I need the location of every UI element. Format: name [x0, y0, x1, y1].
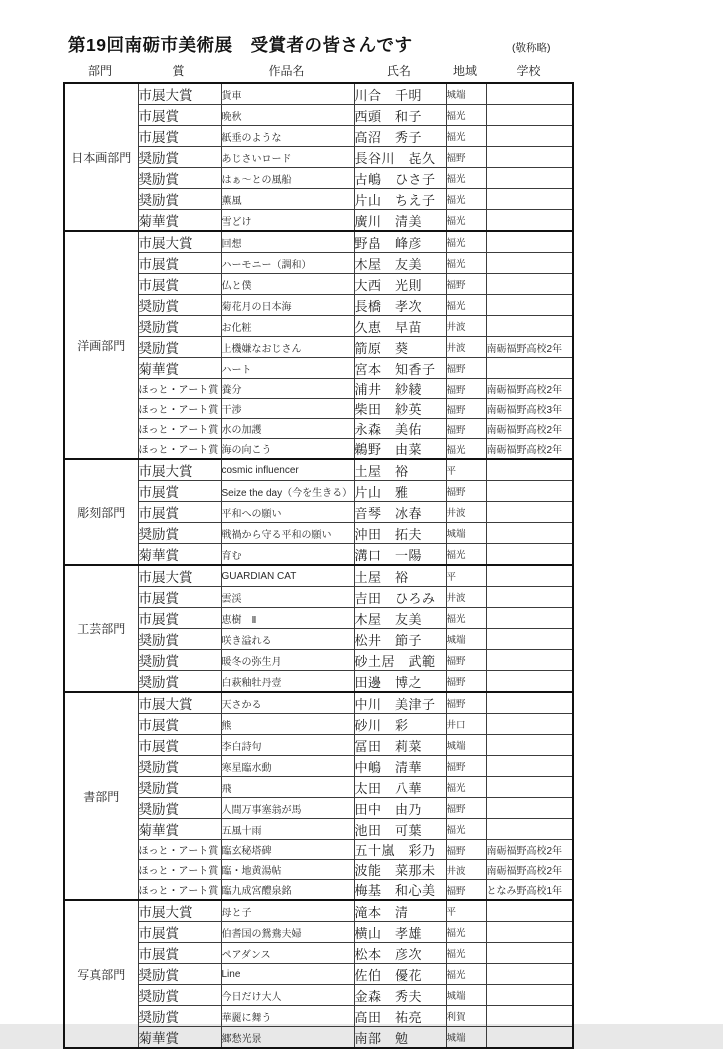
table-row: [64, 459, 573, 481]
header-award: 賞: [172, 64, 185, 78]
school-cell: [486, 650, 573, 671]
work-cell: 恵樹 Ⅱ: [221, 608, 354, 629]
name-cell: 宮本 知香子: [354, 358, 446, 379]
region-cell: 福野: [446, 379, 486, 399]
name-cell: 高沼 秀子: [354, 126, 446, 147]
award-cell: 奨励賞: [138, 316, 221, 337]
table-row: [64, 147, 573, 168]
award-cell: 市展賞: [138, 922, 221, 943]
name-cell: 片山 雅: [354, 481, 446, 502]
name-cell: 梅基 和心美: [354, 880, 446, 901]
school-cell: 南砺福野高校2年: [486, 840, 573, 860]
work-cell: 華麗に舞う: [221, 1006, 354, 1027]
region-cell: 福光: [446, 819, 486, 840]
region-cell: 井波: [446, 587, 486, 608]
work-cell: 海の向こう: [221, 439, 354, 460]
honorific-note: (敬称略): [512, 42, 551, 54]
school-cell: 南砺福野高校3年: [486, 399, 573, 419]
table-row: [64, 502, 573, 523]
school-cell: [486, 777, 573, 798]
school-cell: [486, 459, 573, 481]
region-cell: 福光: [446, 777, 486, 798]
name-cell: 鵜野 由菜: [354, 439, 446, 460]
table-row: [64, 523, 573, 544]
table-row: [64, 399, 573, 419]
work-cell: 仏と僕: [221, 274, 354, 295]
award-cell: 市展賞: [138, 274, 221, 295]
work-cell: 臨玄秘塔碑: [221, 840, 354, 860]
name-cell: 川合 千明: [354, 83, 446, 105]
table-row: [64, 692, 573, 714]
name-cell: 中嶋 清華: [354, 756, 446, 777]
award-cell: ほっと・アート賞: [138, 419, 221, 439]
school-cell: [486, 231, 573, 253]
header-department: 部門: [87, 64, 112, 78]
table-row: [64, 316, 573, 337]
name-cell: 土屋 裕: [354, 459, 446, 481]
school-cell: 南砺福野高校2年: [486, 337, 573, 358]
work-cell: 育む: [221, 544, 354, 566]
table-row: [64, 337, 573, 358]
region-cell: 城端: [446, 523, 486, 544]
table-row: [64, 126, 573, 147]
school-cell: [486, 943, 573, 964]
school-cell: [486, 168, 573, 189]
award-cell: 奨励賞: [138, 777, 221, 798]
work-cell: 郷愁光景: [221, 1027, 354, 1049]
table-row: [64, 777, 573, 798]
award-cell: 市展賞: [138, 587, 221, 608]
table-row: [64, 253, 573, 274]
region-cell: 利賀: [446, 1006, 486, 1027]
table-row: [64, 798, 573, 819]
region-cell: 福光: [446, 544, 486, 566]
region-cell: 福野: [446, 147, 486, 168]
work-cell: 李白詩句: [221, 735, 354, 756]
school-cell: [486, 756, 573, 777]
work-cell: 人間万事塞翁が馬: [221, 798, 354, 819]
work-cell: 暖冬の弥生月: [221, 650, 354, 671]
school-cell: [486, 964, 573, 985]
work-cell: ハート: [221, 358, 354, 379]
work-cell: 雪どけ: [221, 210, 354, 232]
region-cell: 福光: [446, 964, 486, 985]
award-cell: 菊華賞: [138, 210, 221, 232]
region-cell: 井口: [446, 714, 486, 735]
work-cell: あじさいロード: [221, 147, 354, 168]
school-cell: となみ野高校1年: [486, 880, 573, 901]
region-cell: 福野: [446, 481, 486, 502]
award-cell: 市展賞: [138, 481, 221, 502]
school-cell: [486, 629, 573, 650]
award-cell: 菊華賞: [138, 358, 221, 379]
region-cell: 井波: [446, 502, 486, 523]
name-cell: 音琴 冰春: [354, 502, 446, 523]
table-row: [64, 650, 573, 671]
name-cell: 砂土居 武範: [354, 650, 446, 671]
name-cell: 沖田 拓夫: [354, 523, 446, 544]
work-cell: 上機嫌なおじさん: [221, 337, 354, 358]
department-cell: 日本画部門: [64, 83, 138, 231]
school-cell: [486, 587, 573, 608]
name-cell: 砂川 彩: [354, 714, 446, 735]
work-cell: 咲き溢れる: [221, 629, 354, 650]
award-cell: ほっと・アート賞: [138, 379, 221, 399]
name-cell: 中川 美津子: [354, 692, 446, 714]
school-cell: [486, 83, 573, 105]
department-cell: 彫刻部門: [64, 459, 138, 565]
award-cell: 菊華賞: [138, 819, 221, 840]
name-cell: 南部 勉: [354, 1027, 446, 1049]
school-cell: [486, 608, 573, 629]
region-cell: 福光: [446, 253, 486, 274]
region-cell: 福光: [446, 168, 486, 189]
name-cell: 柴田 紗英: [354, 399, 446, 419]
region-cell: 福光: [446, 922, 486, 943]
region-cell: 福野: [446, 671, 486, 693]
award-cell: 市展賞: [138, 714, 221, 735]
name-cell: 西頭 和子: [354, 105, 446, 126]
school-cell: [486, 316, 573, 337]
school-cell: [486, 1006, 573, 1027]
name-cell: 冨田 莉菜: [354, 735, 446, 756]
name-cell: 松井 節子: [354, 629, 446, 650]
name-cell: 田中 由乃: [354, 798, 446, 819]
table-row: [64, 714, 573, 735]
table-row: [64, 295, 573, 316]
award-cell: 市展大賞: [138, 83, 221, 105]
school-cell: [486, 481, 573, 502]
work-cell: 晩秋: [221, 105, 354, 126]
department-cell: 洋画部門: [64, 231, 138, 459]
school-cell: [486, 900, 573, 922]
region-cell: 福光: [446, 295, 486, 316]
school-cell: [486, 502, 573, 523]
work-cell: Line: [221, 964, 354, 985]
table-row: [64, 964, 573, 985]
award-cell: 市展賞: [138, 126, 221, 147]
region-cell: 平: [446, 459, 486, 481]
name-cell: 池田 可葉: [354, 819, 446, 840]
work-cell: 回想: [221, 231, 354, 253]
school-cell: [486, 295, 573, 316]
region-cell: 井波: [446, 337, 486, 358]
work-cell: 養分: [221, 379, 354, 399]
work-cell: 伯耆国の鴛鴦夫婦: [221, 922, 354, 943]
school-cell: 南砺福野高校2年: [486, 860, 573, 880]
award-cell: ほっと・アート賞: [138, 860, 221, 880]
region-cell: 福光: [446, 943, 486, 964]
award-cell: 奨励賞: [138, 650, 221, 671]
work-cell: 白萩釉牡丹壹: [221, 671, 354, 693]
table-row: [64, 231, 573, 253]
award-cell: 奨励賞: [138, 798, 221, 819]
school-cell: [486, 922, 573, 943]
school-cell: [486, 985, 573, 1006]
table-row: [64, 985, 573, 1006]
school-cell: [486, 253, 573, 274]
header-work: 作品名: [268, 64, 305, 78]
department-cell: 書部門: [64, 692, 138, 900]
work-cell: 飛: [221, 777, 354, 798]
name-cell: 大西 光則: [354, 274, 446, 295]
table-row: [64, 544, 573, 566]
name-cell: 松本 彦次: [354, 943, 446, 964]
region-cell: 福野: [446, 840, 486, 860]
name-cell: 五十嵐 彩乃: [354, 840, 446, 860]
award-cell: ほっと・アート賞: [138, 880, 221, 901]
school-cell: [486, 523, 573, 544]
name-cell: 久恵 早苗: [354, 316, 446, 337]
column-headers: [63, 62, 572, 80]
page-title: 第19回南砺市美術展 受賞者の皆さんです: [68, 35, 413, 55]
school-cell: [486, 189, 573, 210]
school-cell: 南砺福野高校2年: [486, 439, 573, 460]
work-cell: 五風十雨: [221, 819, 354, 840]
table-row: [64, 358, 573, 379]
name-cell: 野畠 峰彦: [354, 231, 446, 253]
work-cell: Seize the day（今を生きる）: [221, 481, 354, 502]
award-cell: 市展賞: [138, 735, 221, 756]
work-cell: 戦禍から守る平和の願い: [221, 523, 354, 544]
region-cell: 福光: [446, 231, 486, 253]
region-cell: 福光: [446, 189, 486, 210]
work-cell: 寒星臨水動: [221, 756, 354, 777]
award-cell: 奨励賞: [138, 671, 221, 693]
table-row: [64, 880, 573, 901]
table-row: [64, 840, 573, 860]
name-cell: 高田 祐亮: [354, 1006, 446, 1027]
award-cell: 奨励賞: [138, 629, 221, 650]
school-cell: [486, 1027, 573, 1049]
work-cell: お化粧: [221, 316, 354, 337]
name-cell: 土屋 裕: [354, 565, 446, 587]
award-cell: 奨励賞: [138, 295, 221, 316]
region-cell: 福光: [446, 439, 486, 460]
award-cell: ほっと・アート賞: [138, 399, 221, 419]
award-cell: 奨励賞: [138, 147, 221, 168]
table-row: [64, 756, 573, 777]
work-cell: 菊花月の日本海: [221, 295, 354, 316]
region-cell: 福野: [446, 798, 486, 819]
name-cell: 浦井 紗綾: [354, 379, 446, 399]
region-cell: 平: [446, 565, 486, 587]
name-cell: 長谷川 㐂久: [354, 147, 446, 168]
name-cell: 片山 ちえ子: [354, 189, 446, 210]
table-row: [64, 735, 573, 756]
work-cell: 母と子: [221, 900, 354, 922]
award-cell: 奨励賞: [138, 1006, 221, 1027]
table-row: [64, 860, 573, 880]
award-cell: 奨励賞: [138, 337, 221, 358]
table-row: [64, 671, 573, 693]
work-cell: 水の加護: [221, 419, 354, 439]
table-row: [64, 587, 573, 608]
school-cell: [486, 798, 573, 819]
work-cell: 干渉: [221, 399, 354, 419]
school-cell: 南砺福野高校2年: [486, 419, 573, 439]
work-cell: 熊: [221, 714, 354, 735]
header-school: 学校: [516, 64, 541, 78]
school-cell: [486, 147, 573, 168]
work-cell: GUARDIAN CAT: [221, 565, 354, 587]
region-cell: 福光: [446, 105, 486, 126]
work-cell: 雲渓: [221, 587, 354, 608]
work-cell: 紙垂のような: [221, 126, 354, 147]
table-row: [64, 210, 573, 232]
work-cell: 貨車: [221, 83, 354, 105]
name-cell: 長橋 孝次: [354, 295, 446, 316]
region-cell: 城端: [446, 1027, 486, 1049]
award-cell: 菊華賞: [138, 544, 221, 566]
name-cell: 佐伯 優花: [354, 964, 446, 985]
table-row: [64, 439, 573, 460]
region-cell: 福野: [446, 756, 486, 777]
table-row: [64, 900, 573, 922]
name-cell: 横山 孝雄: [354, 922, 446, 943]
school-cell: [486, 210, 573, 232]
name-cell: 田邊 博之: [354, 671, 446, 693]
region-cell: 福野: [446, 650, 486, 671]
school-cell: [486, 714, 573, 735]
region-cell: 福野: [446, 692, 486, 714]
work-cell: 今日だけ大人: [221, 985, 354, 1006]
school-cell: [486, 735, 573, 756]
school-cell: [486, 274, 573, 295]
award-cell: 市展大賞: [138, 900, 221, 922]
name-cell: 溝口 一陽: [354, 544, 446, 566]
table-row: [64, 274, 573, 295]
award-cell: 市展大賞: [138, 459, 221, 481]
table-row: [64, 1027, 573, 1049]
table-row: [64, 922, 573, 943]
work-cell: 臨九成宮醴泉銘: [221, 880, 354, 901]
region-cell: 井波: [446, 860, 486, 880]
work-cell: 薫風: [221, 189, 354, 210]
name-cell: 木屋 友美: [354, 608, 446, 629]
school-cell: [486, 565, 573, 587]
table-row: [64, 168, 573, 189]
region-cell: 福光: [446, 126, 486, 147]
region-cell: 城端: [446, 83, 486, 105]
name-cell: 箭原 葵: [354, 337, 446, 358]
award-cell: 市展賞: [138, 105, 221, 126]
table-row: [64, 608, 573, 629]
table-row: [64, 481, 573, 502]
school-cell: [486, 126, 573, 147]
region-cell: 福野: [446, 358, 486, 379]
name-cell: 廣川 清美: [354, 210, 446, 232]
region-cell: 城端: [446, 735, 486, 756]
awards-table: [63, 82, 574, 1049]
region-cell: 福野: [446, 880, 486, 901]
award-cell: 市展賞: [138, 253, 221, 274]
award-cell: ほっと・アート賞: [138, 439, 221, 460]
table-row: [64, 189, 573, 210]
award-cell: 奨励賞: [138, 756, 221, 777]
award-cell: ほっと・アート賞: [138, 840, 221, 860]
award-cell: 市展賞: [138, 943, 221, 964]
table-row: [64, 943, 573, 964]
school-cell: [486, 671, 573, 693]
school-cell: [486, 544, 573, 566]
award-cell: 市展賞: [138, 502, 221, 523]
table-row: [64, 105, 573, 126]
work-cell: cosmic influencer: [221, 459, 354, 481]
school-cell: [486, 105, 573, 126]
name-cell: 太田 八華: [354, 777, 446, 798]
table-row: [64, 379, 573, 399]
table-row: [64, 83, 573, 105]
table-row: [64, 419, 573, 439]
work-cell: ハーモニー（調和）: [221, 253, 354, 274]
school-cell: 南砺福野高校2年: [486, 379, 573, 399]
table-row: [64, 629, 573, 650]
header-name: 氏名: [386, 64, 411, 78]
name-cell: 金森 秀夫: [354, 985, 446, 1006]
award-cell: 奨励賞: [138, 168, 221, 189]
region-cell: 井波: [446, 316, 486, 337]
header-region: 地域: [452, 64, 477, 78]
region-cell: 福野: [446, 419, 486, 439]
award-cell: 奨励賞: [138, 523, 221, 544]
table-row: [64, 565, 573, 587]
award-cell: 奨励賞: [138, 964, 221, 985]
award-cell: 市展大賞: [138, 231, 221, 253]
award-cell: 市展大賞: [138, 692, 221, 714]
region-cell: 城端: [446, 629, 486, 650]
name-cell: 永森 美佑: [354, 419, 446, 439]
name-cell: 吉田 ひろみ: [354, 587, 446, 608]
region-cell: 福野: [446, 274, 486, 295]
table-row: [64, 1006, 573, 1027]
region-cell: 福光: [446, 210, 486, 232]
department-cell: 工芸部門: [64, 565, 138, 692]
award-cell: 菊華賞: [138, 1027, 221, 1049]
region-cell: 城端: [446, 985, 486, 1006]
award-cell: 奨励賞: [138, 985, 221, 1006]
region-cell: 福光: [446, 608, 486, 629]
region-cell: 福野: [446, 399, 486, 419]
work-cell: 平和への願い: [221, 502, 354, 523]
name-cell: 波能 菜那未: [354, 860, 446, 880]
award-cell: 奨励賞: [138, 189, 221, 210]
name-cell: 木屋 友美: [354, 253, 446, 274]
department-cell: 写真部門: [64, 900, 138, 1048]
award-cell: 市展賞: [138, 608, 221, 629]
school-cell: [486, 692, 573, 714]
school-cell: [486, 358, 573, 379]
region-cell: 平: [446, 900, 486, 922]
school-cell: [486, 819, 573, 840]
work-cell: はぁ～との風船: [221, 168, 354, 189]
work-cell: 天さかる: [221, 692, 354, 714]
name-cell: 古嶋 ひさ子: [354, 168, 446, 189]
table-row: [64, 819, 573, 840]
work-cell: 臨・地黄湯帖: [221, 860, 354, 880]
award-cell: 市展大賞: [138, 565, 221, 587]
name-cell: 滝本 清: [354, 900, 446, 922]
work-cell: ペアダンス: [221, 943, 354, 964]
